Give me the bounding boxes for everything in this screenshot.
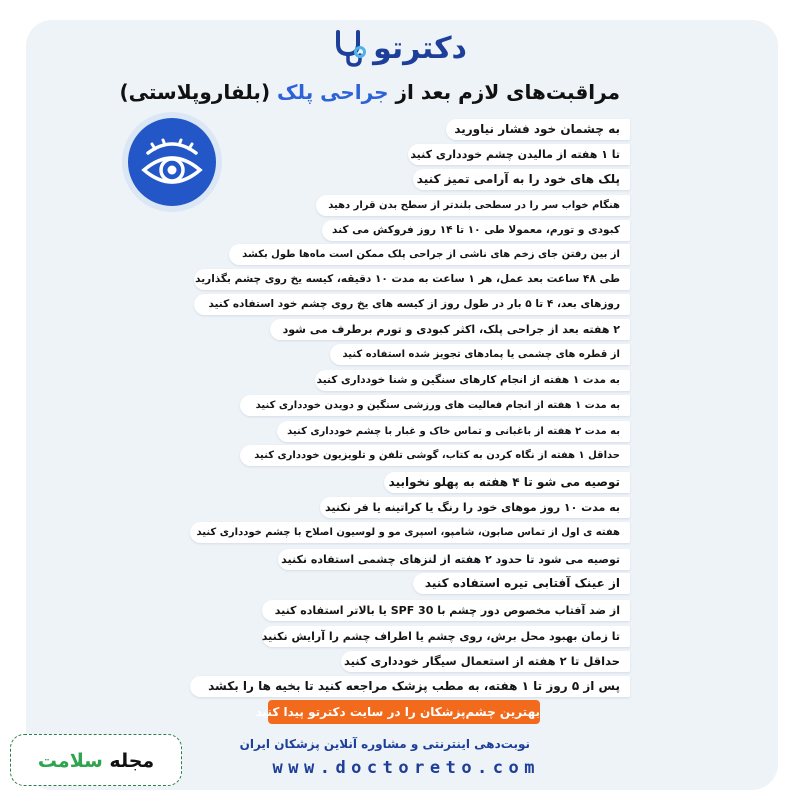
title-accent: جراحی پلک (277, 80, 389, 104)
magazine-word-1: مجله (102, 750, 155, 772)
list-item: هفته ی اول از تماس صابون، شامپو، اسپری مو و لوسیون اصلاح با چشم خودداری کنید (190, 522, 630, 543)
list-item: کبودی و تورم، معمولا طی ۱۰ تا ۱۴ روز فروکش می کند (322, 220, 630, 241)
list-item: توصیه می شود تا حدود ۲ هفته از لنزهای چشمی استفاده نکنید (278, 549, 630, 570)
title-part-2: (بلفاروپلاستی) (119, 80, 278, 104)
list-item: طی ۴۸ ساعت بعد عمل، هر ۱ ساعت به مدت ۱۰ دقیقه، کیسه یخ روی چشم بگذارید (194, 269, 630, 290)
list-item: از قطره های چشمی یا پمادهای تجویز شده استفاده کنید (330, 344, 630, 365)
list-item: به چشمان خود فشار نیاورید (446, 119, 630, 140)
list-item: ۲ هفته بعد از جراحی پلک، اکثر کبودی و تورم برطرف می شود (270, 319, 630, 340)
list-item: از بین رفتن جای زخم های ناشی از جراحی پلک ممکن است ماه‌ها طول بکشد (229, 244, 630, 265)
list-item: به مدت ۲ هفته از باغبانی و تماس خاک و غبار با چشم خودداری کنید (277, 421, 630, 442)
list-item: به مدت ۱ هفته از انجام کارهای سنگین و شنا خودداری کنید (315, 370, 630, 391)
list-item: پلک های خود را به آرامی تمیز کنید (413, 169, 630, 190)
list-item: تا زمان بهبود محل برش، روی چشم یا اطراف چشم را آرایش نکنید (262, 626, 630, 647)
list-item: از ضد آفتاب مخصوص دور چشم با SPF 30 یا بالاتر استفاده کنید (262, 600, 630, 621)
health-magazine-badge (10, 734, 182, 786)
logo-text: دکترتو (373, 30, 467, 66)
list-item: به مدت ۱ هفته از انجام فعالیت های ورزشی سنگین و دویدن خودداری کنید (240, 395, 630, 416)
find-ophthalmologist-button[interactable]: بهترین چشم‌پزشکان را در سایت دکترتو پیدا کنید (268, 700, 540, 724)
list-item: هنگام خواب سر را در سطحی بلندتر از سطح بدن قرار دهید (316, 195, 630, 216)
list-item: حداقل تا ۲ هفته از استعمال سیگار خودداری کنید (341, 651, 630, 672)
list-item: پس از ۵ روز تا ۱ هفته، به مطب پزشک مراجعه کنید تا بخیه ها را بکشد (190, 676, 630, 697)
list-item: توصیه می شو تا ۴ هفته به پهلو نخوابید (384, 472, 630, 493)
list-item: حداقل ۱ هفته از نگاه کردن به کتاب، گوشی تلفن و تلویزیون خودداری کنید (240, 445, 630, 466)
footer-tagline: نوبت‌دهی اینترنتی و مشاوره آنلاین پزشکان ایران (239, 737, 530, 751)
title-part-1: مراقبت‌های لازم بعد از (388, 80, 620, 104)
list-item: از عینک آفتابی تیره استفاده کنید (413, 573, 630, 594)
website-link[interactable]: www.doctoreto.com (272, 758, 540, 778)
list-item: به مدت ۱۰ روز موهای خود را رنگ یا کراتینه یا فر نکنید (320, 497, 630, 518)
magazine-word-2: سلامت (37, 750, 103, 772)
list-item: روزهای بعد، ۴ تا ۵ بار در طول روز از کیسه های یخ روی چشم خود استفاده کنید (194, 294, 630, 315)
list-item: تا ۱ هفته از مالیدن چشم خودداری کنید (408, 144, 630, 165)
